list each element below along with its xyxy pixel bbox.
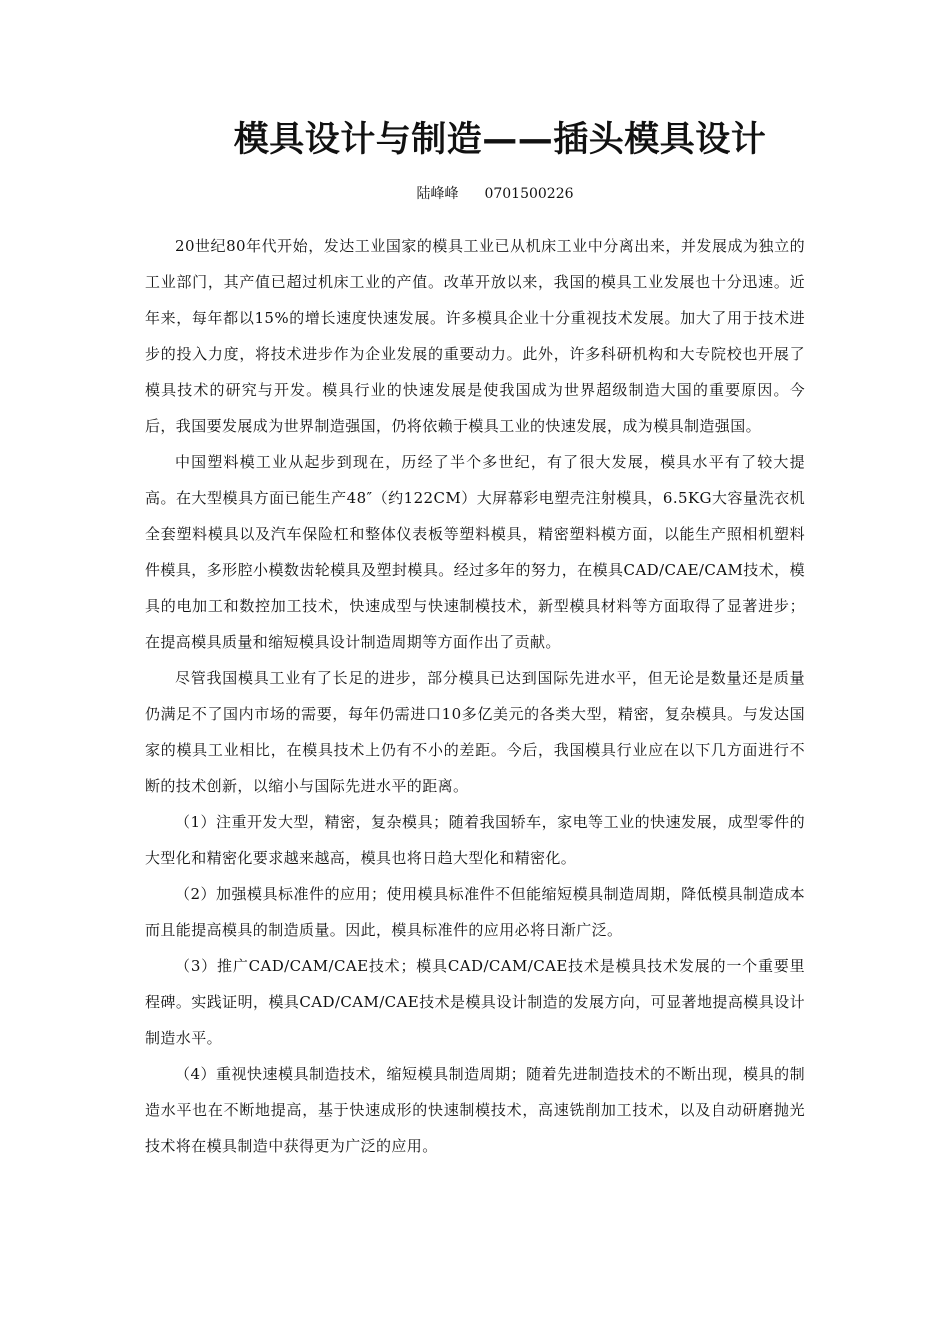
list-item-3: （3）推广CAD/CAM/CAE技术；模具CAD/CAM/CAE技术是模具技术发展的一个重要里程碑。实践证明，模具CAD/CAM/CAE技术是模具设计制造的发展方向，可显著地提高模具设计制造水平。 <box>145 957 805 1047</box>
list-item-2: （2）加强模具标准件的应用；使用模具标准件不但能缩短模具制造周期，降低模具制造成本而且能提高模具的制造质量。因此，模具标准件的应用必将日渐广泛。 <box>145 885 805 939</box>
paragraph-2: 中国塑料模工业从起步到现在，历经了半个多世纪，有了很大发展，模具水平有了较大提高。在大型模具方面已能生产48″（约122CM）大屏幕彩电塑壳注射模具，6.5KG大容量洗衣机全套塑料模具以及汽车保险杠和整体仪表板等塑料模具，精密塑料模方面，以能生产照相机塑料件模具，多形腔小模数齿轮模具及塑封模具。经过多年的努力，在模具CAD/CAE/CAM技术，模具的电加工和数控加工技术，快速成型与快速制模技术，新型模具材料等方面取得了显著进步；在提高模具质量和缩短模具设计制造周期等方面作出了贡献。 <box>145 453 805 651</box>
paragraph-3: 尽管我国模具工业有了长足的进步，部分模具已达到国际先进水平，但无论是数量还是质量仍满足不了国内市场的需要，每年仍需进口10多亿美元的各类大型，精密，复杂模具。与发达国家的模具工业相比，在模具技术上仍有不小的差距。今后，我国模具行业应在以下几方面进行不断的技术创新，以缩小与国际先进水平的距离。 <box>145 669 805 795</box>
student-id: 0701500226 <box>484 186 574 202</box>
author-name: 陆峰峰 <box>416 186 459 202</box>
paragraph-1: 20世纪80年代开始，发达工业国家的模具工业已从机床工业中分离出来，并发展成为独立的工业部门，其产值已超过机床工业的产值。改革开放以来，我国的模具工业发展也十分迅速。近年来，每年都以15%的增长速度快速发展。许多模具企业十分重视技术发展。加大了用于技术进步的投入力度，将技术进步作为企业发展的重要动力。此外，许多科研机构和大专院校也开展了模具技术的研究与开发。模具行业的快速发展是使我国成为世界超级制造大国的重要原因。今后，我国要发展成为世界制造强国，仍将依赖于模具工业的快速发展，成为模具制造强国。 <box>145 237 805 435</box>
list-item-4: （4）重视快速模具制造技术，缩短模具制造周期；随着先进制造技术的不断出现，模具的制造水平也在不断地提高，基于快速成形的快速制模技术，高速铣削加工技术，以及自动研磨抛光技术将在模具制造中获得更为广泛的应用。 <box>145 1065 805 1155</box>
author-line <box>145 182 805 206</box>
document-title: 模具设计与制造——插头模具设计 <box>233 120 767 160</box>
body-text <box>145 228 805 1164</box>
list-item-1: （1）注重开发大型，精密，复杂模具；随着我国轿车，家电等工业的快速发展，成型零件的大型化和精密化要求越来越高，模具也将日趋大型化和精密化。 <box>145 813 805 867</box>
